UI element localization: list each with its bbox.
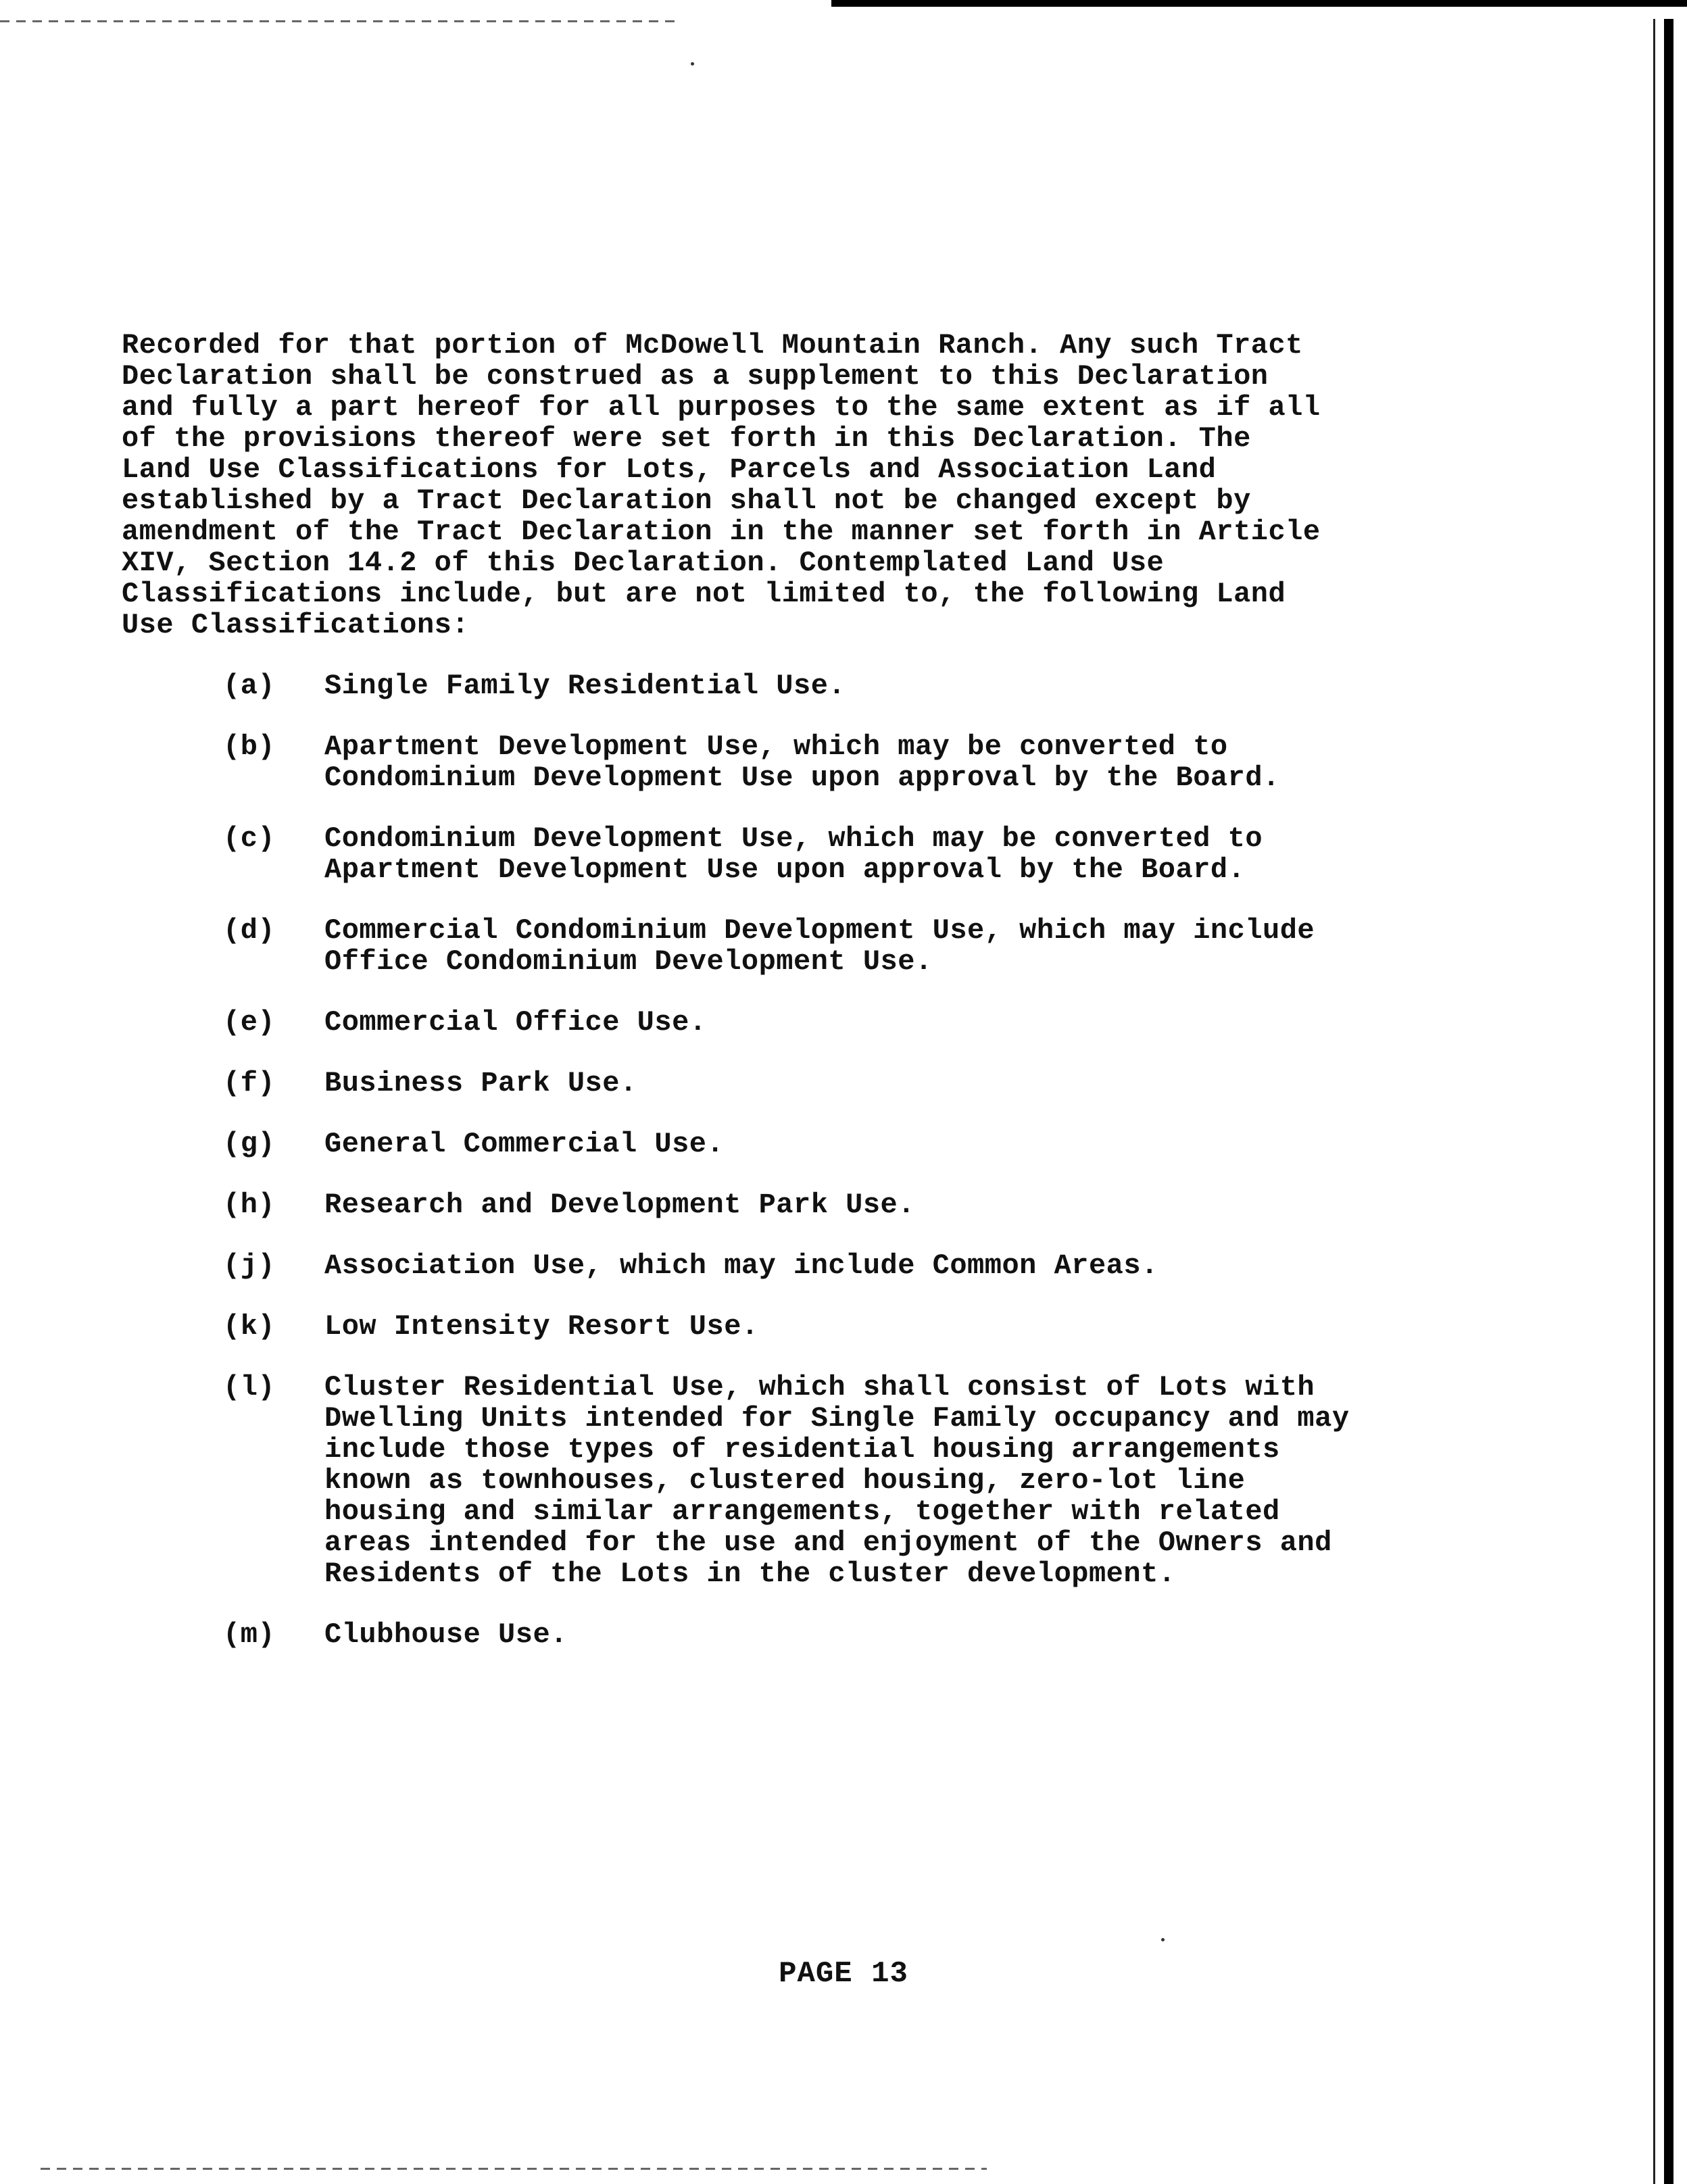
- item-label: (e): [223, 1006, 276, 1039]
- scan-speck: [1161, 1938, 1165, 1941]
- list-item: [122, 1619, 1500, 1650]
- item-label: (a): [223, 670, 276, 702]
- list-item: [122, 823, 1500, 885]
- list-item: [122, 1311, 1500, 1342]
- item-text: Condominium Development Use, which may be converted to Apartment Development Use upon approval by the Board.: [324, 822, 1263, 886]
- item-label: (c): [223, 822, 276, 855]
- item-text: Business Park Use.: [324, 1067, 637, 1099]
- scan-edge-right: [1664, 19, 1673, 2184]
- land-use-list: [122, 670, 1500, 1650]
- item-text: Clubhouse Use.: [324, 1618, 568, 1651]
- list-item: [122, 1068, 1500, 1099]
- list-item: [122, 915, 1500, 977]
- item-label: (k): [223, 1310, 276, 1343]
- item-label: (d): [223, 914, 276, 947]
- item-label: (b): [223, 730, 276, 763]
- item-label: (f): [223, 1067, 276, 1099]
- list-item: [122, 1189, 1500, 1220]
- item-text: Commercial Office Use.: [324, 1006, 707, 1039]
- item-text: Apartment Development Use, which may be converted to Condominium Development Use upon approval by the Board.: [324, 730, 1280, 794]
- list-item: [122, 1007, 1500, 1038]
- scan-dash-bottom: [41, 2168, 987, 2170]
- page-number: PAGE 13: [779, 1957, 908, 1991]
- item-text: Commercial Condominium Development Use, which may include Office Condominium Development Use.: [324, 914, 1315, 978]
- item-label: (h): [223, 1189, 276, 1221]
- item-text: Association Use, which may include Common Areas.: [324, 1249, 1158, 1282]
- list-item: [122, 1250, 1500, 1281]
- item-label: (g): [223, 1128, 276, 1160]
- item-label: (j): [223, 1249, 276, 1282]
- intro-paragraph: Recorded for that portion of McDowell Mountain Ranch. Any such Tract Declaration shall be construed as a supplement to this Declaration and fully a part hereof for all purposes to the same extent as if all of the provisions thereof were set forth in this Declaration. The Land Use Classifications for Lots, Parcels and Association Land established by a Tract Declaration shall not be changed except by amendment of the Tract Declaration in the manner set forth in Article XIV, Section 14.2 of this Declaration. Contemplated Land Use Classifications include, but are not limited to, the following Land Use Classifications:: [122, 329, 1321, 641]
- document-body: [122, 330, 1500, 1680]
- item-label: (l): [223, 1371, 276, 1404]
- scan-dash-top: [0, 20, 676, 22]
- list-item: [122, 1372, 1500, 1589]
- scan-edge-right-inner: [1653, 19, 1655, 2184]
- item-text: Single Family Residential Use.: [324, 670, 846, 702]
- list-item: [122, 1128, 1500, 1160]
- item-text: Cluster Residential Use, which shall consist of Lots with Dwelling Units intended for Single Family occupancy and may include those types of residential housing arrangements known as townhouses, clustered housing, zero-lot line housing and similar arrangements, together with related areas intended for the use and enjoyment of the Owners and Residents of the Lots in the cluster development.: [324, 1371, 1350, 1590]
- scan-edge-top: [831, 0, 1687, 7]
- item-label: (m): [223, 1618, 276, 1651]
- item-text: Research and Development Park Use.: [324, 1189, 915, 1221]
- item-text: General Commercial Use.: [324, 1128, 725, 1160]
- list-item: [122, 731, 1500, 793]
- item-text: Low Intensity Resort Use.: [324, 1310, 759, 1343]
- scan-speck: [691, 62, 694, 66]
- list-item: [122, 670, 1500, 701]
